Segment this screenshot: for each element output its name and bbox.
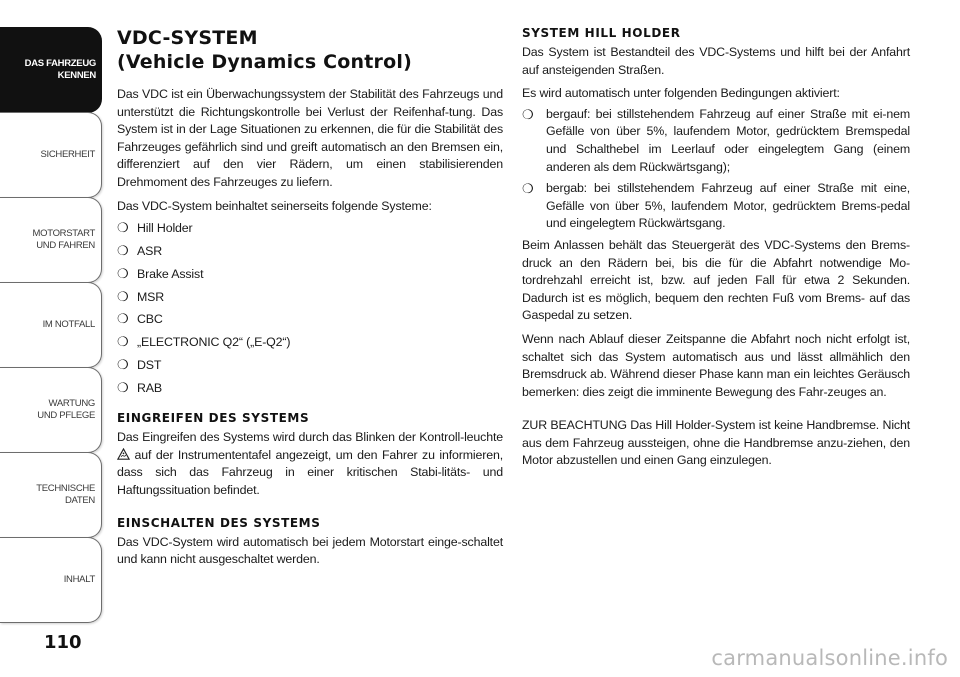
bullet-icon: ❍ <box>522 181 534 197</box>
conditions-list <box>522 106 910 233</box>
systems-list <box>117 219 503 397</box>
bullet-icon: ❍ <box>522 106 534 122</box>
tab-label: MOTORSTART UND FAHREN <box>32 228 95 251</box>
title-line-1: VDC-SYSTEM <box>117 27 258 49</box>
list-item: ❍ ASR <box>117 242 163 258</box>
list-item: ❍ Brake Assist <box>117 265 204 281</box>
heading-eingreifen: EINGREIFEN DES SYSTEMS <box>117 411 310 426</box>
tab-inhalt[interactable] <box>0 537 102 623</box>
list-item: ❍ DST <box>117 356 162 372</box>
bullet-icon: ❍ <box>117 265 129 281</box>
heading-einschalten: EINSCHALTEN DES SYSTEMS <box>117 515 321 530</box>
tab-label: DAS FAHRZEUG KENNEN <box>24 58 96 81</box>
tab-label: INHALT <box>63 574 95 585</box>
list-item: ❍ MSR <box>117 288 165 304</box>
list-item: ❍ RAB <box>117 379 163 395</box>
einschalten-paragraph: Das VDC-System wird automatisch bei jedem Motorstart einge-schaltet und kann nicht ausgeschaltet werden. <box>117 534 503 567</box>
tab-label: TECHNISCHE DATEN <box>36 483 95 506</box>
eingreifen-paragraph <box>117 429 503 499</box>
tab-das-fahrzeug-kennen[interactable] <box>0 27 102 113</box>
bullet-icon: ❍ <box>117 356 129 372</box>
tab-label: SICHERHEIT <box>40 149 95 160</box>
tab-label: WARTUNG UND PFLEGE <box>37 398 95 421</box>
vdc-warning-icon <box>117 448 130 461</box>
list-item: ❍ bergab: bei stillstehendem Fahrzeug auf einer Straße mit eine, Gefälle von über 5%, laufendem Motor, gedrücktem Brems-pedal und eingelegtem Rückwärtsgang. <box>522 181 910 231</box>
systems-intro: Das VDC-System beinhaltet seinerseits folgende Systeme: <box>117 198 432 213</box>
watermark: carmanualsonline.info <box>711 646 948 670</box>
hill-holder-p1: Das System ist Bestandteil des VDC-Systems und hilft bei der Anfahrt auf ansteigenden Straßen. <box>522 45 910 77</box>
bullet-icon: ❍ <box>117 288 129 304</box>
list-item: ❍ CBC <box>117 311 163 327</box>
heading-hill-holder: SYSTEM HILL HOLDER <box>522 26 681 40</box>
bullet-icon: ❍ <box>117 242 129 258</box>
page-title <box>117 26 503 74</box>
eingreifen-text-1: Das Eingreifen des Systems wird durch das Blinken der Kontroll-leuchte <box>117 430 503 445</box>
left-column <box>117 26 503 575</box>
list-item: ❍ „ELECTRONIC Q2“ („E-Q2“) <box>117 334 291 350</box>
bullet-icon: ❍ <box>117 311 129 327</box>
tab-motorstart-und-fahren[interactable] <box>0 197 102 283</box>
right-column <box>522 26 910 476</box>
bullet-icon: ❍ <box>117 379 129 395</box>
bullet-icon: ❍ <box>117 220 129 236</box>
tab-im-notfall[interactable] <box>0 282 102 368</box>
title-line-2: (Vehicle Dynamics Control) <box>117 51 412 73</box>
hill-holder-p3: Beim Anlassen behält das Steuergerät des VDC-Systems den Brems-druck an den Rädern bei, bis die für die Abfahrt notwendige Mo-tordrehzahl erreicht ist, bzw. auf jeden Fall für etwa 2 Sekunden. Dadurch ist es möglich, bequem den rechten Fuß vom Brems- auf das Gaspedal zu setzen. <box>522 237 910 323</box>
tab-label: IM NOTFALL <box>42 319 95 330</box>
page-number: 110 <box>44 632 82 653</box>
eingreifen-text-2: auf der Instrumententafel angezeigt, um den Fahrer zu informieren, dass sich das Fahrzeug in einer kritischen Stabi-litäts- und Haftungssituation befindet. <box>117 447 503 497</box>
list-item: ❍ Hill Holder <box>117 220 193 236</box>
sidebar-nav <box>0 27 102 623</box>
list-item: ❍ bergauf: bei stillstehendem Fahrzeug auf einer Straße mit ei-nem Gefälle von über 5%, laufendem Motor, gedrücktem Bremspedal und Schalthebel im Leerlauf oder eingelegtem Gang (einem anderen als dem Rückwärtsgang); <box>522 106 910 174</box>
intro-paragraph: Das VDC ist ein Überwachungssystem der Stabilität des Fahrzeugs und unterstützt die Richtungskontrolle bei Verlust der Reifenhaf-tung. Das System ist in der Lage Situationen zu erkennen, die für die Stabilität des Fahrzeuges gefährlich sind und greift automatisch an den Bremsen ein, differenziert auf den vier Rädern, um einen stabilisierenden Drehmoment des Fahrzeuges zu liefern. <box>117 87 503 189</box>
hill-holder-p4: Wenn nach Ablauf dieser Zeitspanne die Abfahrt noch nicht erfolgt ist, schaltet sich das System automatisch aus und lässt allmählich den Bremsdruck ab. Während dieser Phase kann man ein leichtes Geräusch bemerken: dies zeigt die imminente Bewegung des Fahr-zeuges an. <box>522 331 910 399</box>
hill-holder-p2: Es wird automatisch unter folgenden Bedingungen aktiviert: <box>522 86 840 101</box>
tab-wartung-und-pflege[interactable] <box>0 367 102 453</box>
tab-technische-daten[interactable] <box>0 452 102 538</box>
note-paragraph: ZUR BEACHTUNG Das Hill Holder-System ist keine Handbremse. Nicht aus dem Fahrzeug aussteigen, ohne die Handbremse anzu-ziehen, den Motor abzustellen und einen Gang einzulegen. <box>522 418 910 468</box>
tab-sicherheit[interactable] <box>0 112 102 198</box>
bullet-icon: ❍ <box>117 334 129 350</box>
